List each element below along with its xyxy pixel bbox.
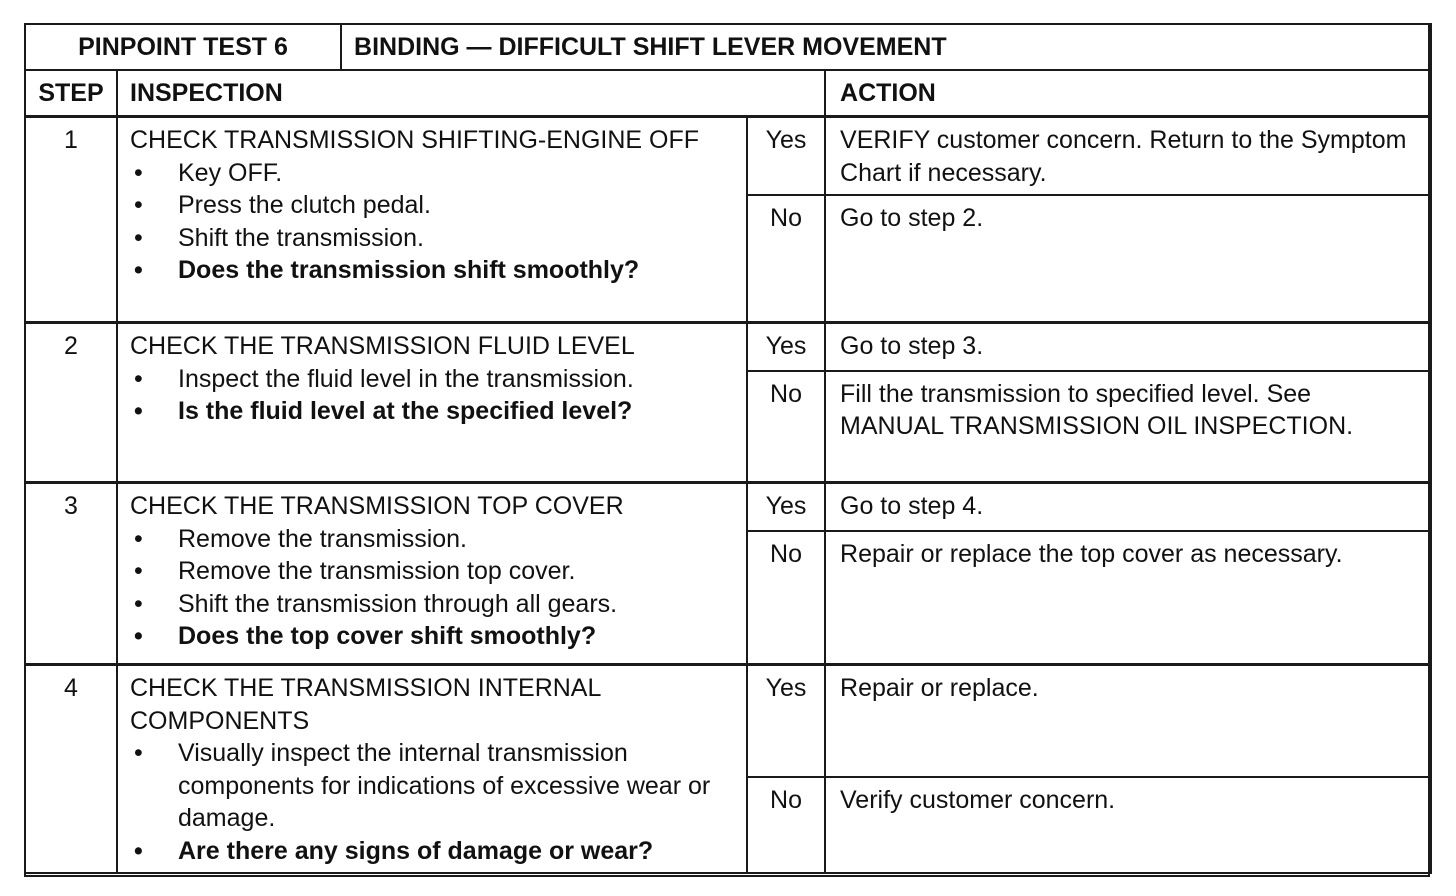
step-question	[130, 835, 736, 868]
column-header-row	[25, 70, 1431, 117]
yes-action: Go to step 4.	[825, 483, 1431, 531]
bullet-text: Inspect the fluid level in the transmission.	[178, 364, 634, 393]
title-row	[25, 24, 1431, 70]
step-heading: CHECK TRANSMISSION SHIFTING-ENGINE OFF	[130, 126, 700, 154]
step-inspection	[117, 483, 747, 665]
question-text: Is the fluid level at the specified level?	[178, 397, 633, 425]
step-number: 2	[25, 323, 117, 483]
step-inspection	[117, 665, 747, 873]
bullet-icon: •	[134, 191, 143, 219]
bullet-icon: •	[134, 364, 143, 393]
no-action: Verify customer concern.	[825, 777, 1431, 873]
test-title: BINDING — DIFFICULT SHIFT LEVER MOVEMENT	[341, 24, 1431, 70]
bullet-text: Shift the transmission through all gears.	[178, 589, 618, 618]
no-label: No	[747, 531, 825, 665]
yes-action: Repair or replace.	[825, 665, 1431, 777]
step-question	[130, 254, 736, 287]
column-header-inspection: INSPECTION	[117, 70, 825, 117]
test-label: PINPOINT TEST 6	[25, 24, 341, 70]
step-number: 1	[25, 117, 117, 323]
bullet-icon: •	[134, 622, 143, 650]
bullet-icon: •	[134, 256, 143, 284]
yes-action: Go to step 3.	[825, 323, 1431, 371]
step-bullet	[130, 588, 736, 621]
step-bullet-list	[130, 363, 736, 428]
bullet-icon: •	[134, 524, 143, 553]
no-label: No	[747, 195, 825, 323]
question-text: Are there any signs of damage or wear?	[178, 836, 654, 865]
step-row-yes	[25, 323, 1431, 371]
step-bullet-list	[130, 157, 736, 287]
no-action: Repair or replace the top cover as necessary.	[825, 531, 1431, 665]
step-bullet	[130, 523, 736, 556]
yes-action: VERIFY customer concern. Return to the Symptom Chart if necessary.	[825, 117, 1431, 195]
bullet-icon: •	[134, 739, 143, 767]
step-row-yes	[25, 665, 1431, 777]
step-bullet	[130, 363, 736, 396]
bullet-icon: •	[134, 397, 143, 425]
question-text: Does the transmission shift smoothly?	[178, 256, 640, 284]
bullet-icon: •	[134, 589, 143, 618]
step-question	[130, 395, 736, 428]
step-heading: CHECK THE TRANSMISSION INTERNAL COMPONENTS	[130, 674, 601, 735]
step-inspection	[117, 117, 747, 323]
step-bullet	[130, 189, 736, 222]
column-header-action: ACTION	[825, 70, 1431, 117]
step-bullet	[130, 157, 736, 190]
no-label: No	[747, 777, 825, 873]
bullet-icon: •	[134, 557, 143, 585]
step-bullet-list	[130, 737, 736, 867]
yes-label: Yes	[747, 665, 825, 777]
step-bullet	[130, 737, 736, 835]
step-heading: CHECK THE TRANSMISSION FLUID LEVEL	[130, 332, 635, 360]
no-action: Go to step 2.	[825, 195, 1431, 323]
step-question	[130, 620, 736, 653]
yes-label: Yes	[747, 323, 825, 371]
bullet-text: Remove the transmission.	[178, 524, 468, 553]
bullet-icon: •	[134, 836, 143, 865]
bullet-text: Visually inspect the internal transmission components for indications of excessive wear or damage.	[178, 739, 711, 832]
bullet-text: Key OFF.	[178, 158, 283, 187]
no-label: No	[747, 371, 825, 483]
question-text: Does the top cover shift smoothly?	[178, 622, 597, 650]
yes-label: Yes	[747, 483, 825, 531]
bullet-text: Shift the transmission.	[178, 223, 424, 252]
step-heading: CHECK THE TRANSMISSION TOP COVER	[130, 492, 624, 520]
pinpoint-test-table	[24, 23, 1432, 874]
step-number: 4	[25, 665, 117, 873]
step-bullet	[130, 222, 736, 255]
column-header-step: STEP	[25, 70, 117, 117]
bullet-icon: •	[134, 223, 143, 252]
yes-label: Yes	[747, 117, 825, 195]
step-row-yes	[25, 483, 1431, 531]
step-bullet-list	[130, 523, 736, 653]
bullet-text: Press the clutch pedal.	[178, 191, 431, 219]
bullet-icon: •	[134, 158, 143, 187]
step-row-yes	[25, 117, 1431, 195]
step-number: 3	[25, 483, 117, 665]
bullet-text: Remove the transmission top cover.	[178, 557, 576, 585]
pinpoint-test-document	[24, 23, 1430, 877]
no-action: Fill the transmission to specified level. See MANUAL TRANSMISSION OIL INSPECTION.	[825, 371, 1431, 483]
step-inspection	[117, 323, 747, 483]
step-bullet	[130, 555, 736, 588]
